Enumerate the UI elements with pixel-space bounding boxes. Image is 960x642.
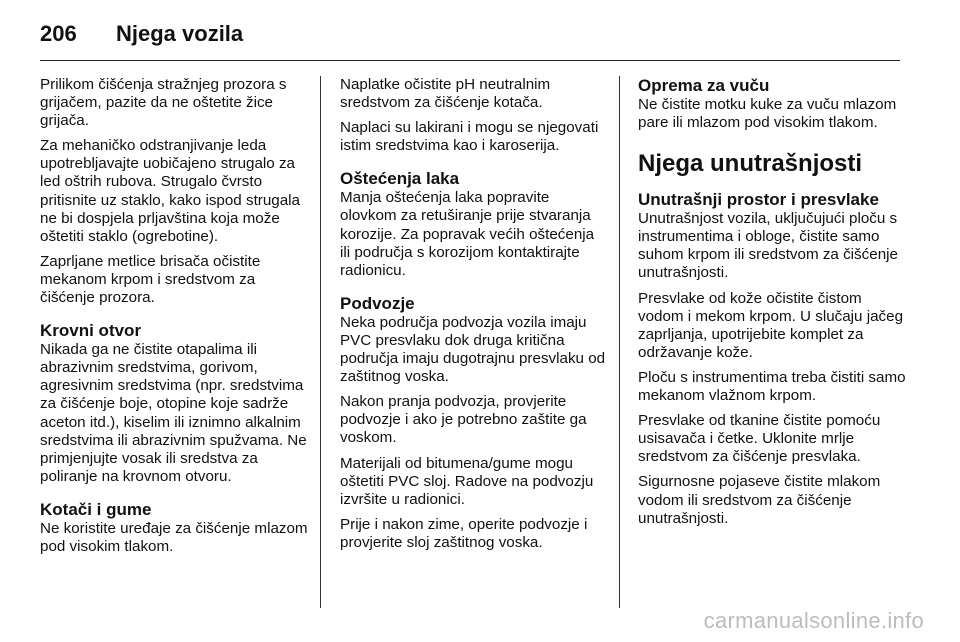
watermark: carmanualsonline.info (703, 608, 924, 633)
section-heading-paint: Oštećenja laka (340, 169, 460, 189)
column-3 (638, 76, 906, 535)
column-divider (320, 76, 321, 608)
column-1 (40, 76, 308, 563)
page-header (40, 14, 243, 54)
paragraph: Prije i nakon zime, operite podvozje i provjerite sloj zaštitnog voska. (340, 515, 588, 551)
paragraph: Presvlake od kože očistite čistom vodom i mekom krpom. U slučaju jačeg zaprljanja, upotrijebite komplet za održavanje kože. (638, 289, 904, 361)
paragraph: Materijali od bitumena/gume mogu oštetiti PVC sloj. Radove na podvozju izvršite u radionici. (340, 454, 594, 508)
paragraph: Naplaci su lakirani i mogu se njegovati istim sredstvima kao i karoserija. (340, 119, 599, 155)
section-heading-wheels: Kotači i gume (40, 499, 152, 519)
chapter-heading-interior: Njega unutrašnjosti (638, 150, 863, 178)
paragraph: Nikada ga ne čistite otapalima ili abrazivnim sredstvima, gorivom, agresivnim sredstvima (npr. sredstvima za čišćenje boje, otopine koje sadrže aceton itd.), kiselim ili iznimno alkalnim sredstvima ili abrazivnim spužvama. Ne primjenjujte vosak ili sredstva za poliranje na krovnom otvoru. (40, 341, 307, 485)
section-heading-towing: Oprema za vuču (638, 76, 770, 95)
paragraph: Prilikom čišćenja stražnjeg prozora s grijačem, pazite da ne oštetite žice grijača. (40, 76, 287, 130)
paragraph: Ne čistite motku kuke za vuču mlazom pare ili mlazom pod visokim tlakom. (638, 96, 897, 132)
paragraph: Sigurnosne pojaseve čistite mlakom vodom ili sredstvom za čišćenje unutrašnjosti. (638, 473, 881, 527)
paragraph: Presvlake od tkanine čistite pomoću usisavača i četke. Uklonite mrlje sredstvom za čišćenje presvlaka. (638, 412, 881, 466)
paragraph: Nakon pranja podvozja, provjerite podvozje i ako je potrebno zaštite ga voskom. (340, 393, 587, 447)
paragraph: Za mehaničko odstranjivanje leda upotrebljavajte uobičajeno strugalo za led oštrih rubova. Strugalo čvrsto pritisnite uz staklo, kako ispod strugala ne bi dospjela prljavština koja može oštetiti staklo (ogrebotine). (40, 137, 301, 245)
page-number: 206 (40, 21, 77, 46)
section-heading-underbody: Podvozje (340, 293, 415, 313)
paragraph: Naplatke očistite pH neutralnim sredstvom za čišćenje kotača. (340, 76, 551, 112)
paragraph: Ne koristite uređaje za čišćenje mlazom pod visokim tlakom. (40, 519, 308, 555)
section-heading-sunroof: Krovni otvor (40, 321, 142, 341)
page-title: Njega vozila (116, 21, 244, 46)
paragraph: Neka područja podvozja vozila imaju PVC presvlaku dok druga kritična područja imaju dugotrajnu presvlaku od zaštitnog voska. (340, 313, 606, 386)
paragraph: Ploču s instrumentima treba čistiti samo mekanom vlažnom krpom. (638, 368, 906, 405)
paragraph: Zaprljane metlice brisača očistite mekanom krpom i sredstvom za čišćenje prozora. (40, 252, 261, 307)
paragraph: Unutrašnjost vozila, uključujući ploču s instrumentima i obloge, čistite samo suhom krpom ili sredstvom za čišćenje unutrašnjosti. (638, 210, 898, 282)
column-2 (340, 76, 606, 559)
section-heading-interior: Unutrašnji prostor i presvlake (638, 190, 879, 210)
column-divider (619, 76, 620, 608)
paragraph: Manja oštećenja laka popravite olovkom za retuširanje prije stvaranja korozije. Za popravak većih oštećenja ili područja s korozijom kontaktirajte radionicu. (340, 189, 595, 279)
header-rule (40, 60, 900, 61)
